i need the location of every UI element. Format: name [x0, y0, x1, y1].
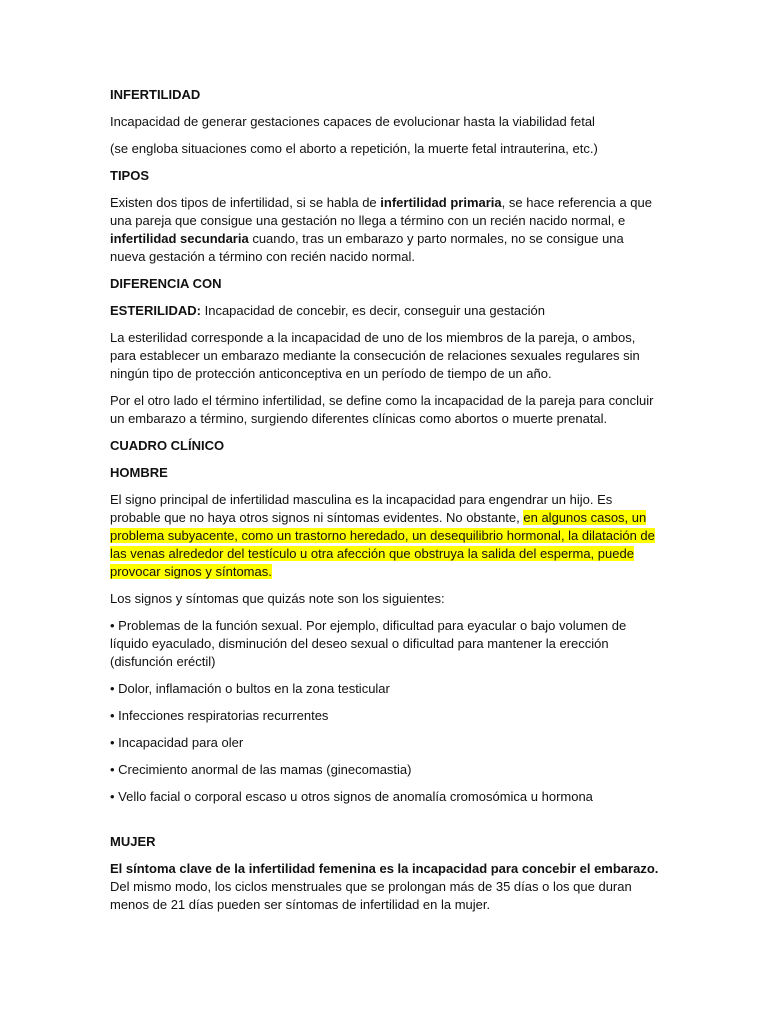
tipos-text-3: cuando, tras un embarazo y parto normales, no se consigue una nueva gestación a término con recién nacido normal.: [110, 231, 624, 264]
signos-intro: Los signos y síntomas que quizás note son los siguientes:: [110, 591, 445, 606]
list-item: • Vello facial o corporal escaso u otros signos de anomalía cromosómica u hormona: [110, 789, 593, 804]
mujer-heading: MUJER: [110, 834, 156, 849]
tipos-text-2: , se hace referencia a que una pareja que consigue una gestación no llega a término con un recién nacido normal, e: [110, 195, 652, 228]
list-item: • Incapacidad para oler: [110, 735, 244, 750]
hombre-heading: HOMBRE: [110, 465, 168, 480]
cuadro-clinico-heading: CUADRO CLÍNICO: [110, 438, 225, 453]
doc-title: INFERTILIDAD: [110, 87, 201, 102]
diferencia-heading: DIFERENCIA CON: [110, 276, 222, 291]
esterilidad-paragraph-1: La esterilidad corresponde a la incapacidad de uno de los miembros de la pareja, o ambos, para establecer un embarazo mediante la consecución de relaciones sexuales regulares sin ningún tipo de protección anticonceptiva en un período de tiempo de un año.: [110, 330, 640, 381]
definition-note: (se engloba situaciones como el aborto a repetición, la muerte fetal intrauterina, etc.): [110, 141, 598, 156]
esterilidad-label: ESTERILIDAD:: [110, 303, 201, 318]
list-item: • Problemas de la función sexual. Por ejemplo, dificultad para eyacular o bajo volumen de líquido eyaculado, disminución del deseo sexual o dificultad para mantener la erección (disfunción eréctil): [110, 618, 627, 669]
infertilidad-secundaria-term: infertilidad secundaria: [110, 231, 249, 246]
mujer-text: Del mismo modo, los ciclos menstruales que se prolongan más de 35 días o los que duran menos de 21 días pueden ser síntomas de infertilidad en la mujer.: [110, 879, 632, 912]
definition: Incapacidad de generar gestaciones capaces de evolucionar hasta la viabilidad fetal: [110, 114, 595, 129]
tipos-heading: TIPOS: [110, 168, 150, 183]
esterilidad-paragraph-2: Por el otro lado el término infertilidad, se define como la incapacidad de la pareja para concluir un embarazo a término, surgiendo diferentes clínicas como abortos o muerte prenatal.: [110, 393, 654, 426]
document-body: [110, 86, 660, 923]
list-item: • Infecciones respiratorias recurrentes: [110, 708, 329, 723]
hombre-paragraph: [110, 491, 660, 581]
esterilidad-text: Incapacidad de concebir, es decir, conseguir una gestación: [201, 303, 546, 318]
hombre-text: El signo principal de infertilidad masculina es la incapacidad para engendrar un hijo. Es probable que no haya otros signos ni síntomas evidentes. No obstante,: [110, 492, 613, 525]
infertilidad-primaria-term: infertilidad primaria: [380, 195, 502, 210]
list-item: • Dolor, inflamación o bultos en la zona testicular: [110, 681, 390, 696]
mujer-paragraph: [110, 860, 660, 914]
list-item: • Crecimiento anormal de las mamas (ginecomastia): [110, 762, 412, 777]
mujer-key-symptom: El síntoma clave de la infertilidad femenina es la incapacidad para concebir el embarazo.: [110, 861, 659, 876]
spacer: [110, 815, 660, 833]
tipos-paragraph: [110, 194, 660, 266]
tipos-text-1: Existen dos tipos de infertilidad, si se habla de: [110, 195, 381, 210]
esterilidad-definition: [110, 302, 660, 320]
highlighted-text: en algunos casos, un problema subyacente, como un trastorno heredado, un desequilibrio hormonal, la dilatación de las venas alrededor del testículo u otra afección que obstruya la salida del esperma, puede provocar signos y síntomas.: [110, 510, 655, 579]
